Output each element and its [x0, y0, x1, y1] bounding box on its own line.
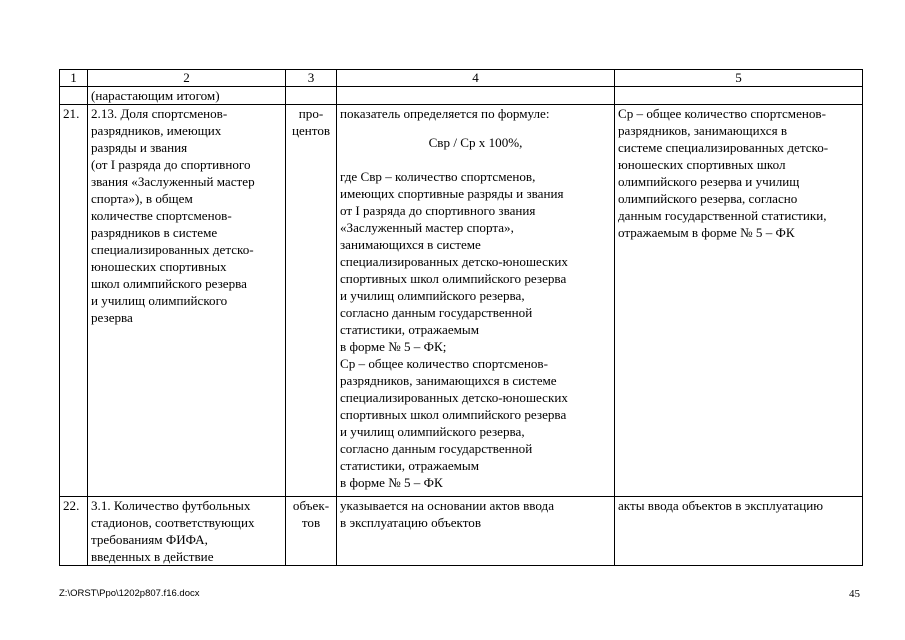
cell-empty: [615, 87, 863, 105]
method-body: где Свр – количество спортсменов, имеющих спортивные разряды и звания от I разряда до спортивного звания «Заслуженный мастер спорта», занимающихся в системе специализированных детско-юношеских спортивных школ олимпийского резерва и училищ олимпийского резерва, согласно данным государственной статистики, отражаемым в форме № 5 – ФК; Ср – общее количество спортсменов- разрядников, занимающихся в системе специализированных детско-юношеских спортивных школ олимпийского резерва и училищ олимпийского резерва, согласно данным государственной статистики, отражаемым в форме № 5 – ФК: [340, 169, 568, 490]
method-intro: показатель определяется по формуле:: [340, 106, 550, 121]
column-header-4: 4: [337, 70, 615, 87]
formula: Свр / Ср х 100%,: [428, 135, 523, 150]
data-source: Ср – общее количество спортсменов- разрядников, занимающихся в системе специализированных детско- юношеских спортивных школ олимпийского резерва и училищ олимпийского резерва, согласно данным государственной статистики, отражаемым в форме № 5 – ФК: [615, 105, 863, 497]
indicator-name: 3.1. Количество футбольных стадионов, соответствующих требованиям ФИФА, введенных в действие: [88, 497, 286, 566]
indicator-name: 2.13. Доля спортсменов- разрядников, имеющих разряды и звания (от I разряда до спортивного звания «Заслуженный мастер спорта»), в общем количестве спортсменов- разрядников в системе специализированных детско- юношеских спортивных школ олимпийского резерва и училищ олимпийского резерва: [88, 105, 286, 497]
page-number: 45: [849, 588, 860, 600]
row-number: 22.: [60, 497, 88, 566]
table-row-continuation: [60, 87, 863, 105]
table-header-row: [60, 70, 863, 87]
data-source: акты ввода объектов в эксплуатацию: [615, 497, 863, 566]
cell-empty: [286, 87, 337, 105]
unit-of-measure: объек- тов: [286, 497, 337, 566]
footer-file-path: Z:\ORST\Ppo\1202p807.f16.docx: [59, 588, 200, 599]
calculation-method: [337, 105, 615, 497]
column-header-3: 3: [286, 70, 337, 87]
indicators-table: [59, 69, 863, 566]
table-row-21: [60, 105, 863, 497]
row-number: 21.: [60, 105, 88, 497]
column-header-1: 1: [60, 70, 88, 87]
cell-empty: [337, 87, 615, 105]
unit-of-measure: про- центов: [286, 105, 337, 497]
table-row-22: [60, 497, 863, 566]
cell-empty: [60, 87, 88, 105]
column-header-5: 5: [615, 70, 863, 87]
continuation-text: (нарастающим итогом): [88, 87, 286, 105]
column-header-2: 2: [88, 70, 286, 87]
calculation-method: указывается на основании актов ввода в эксплуатацию объектов: [337, 497, 615, 566]
